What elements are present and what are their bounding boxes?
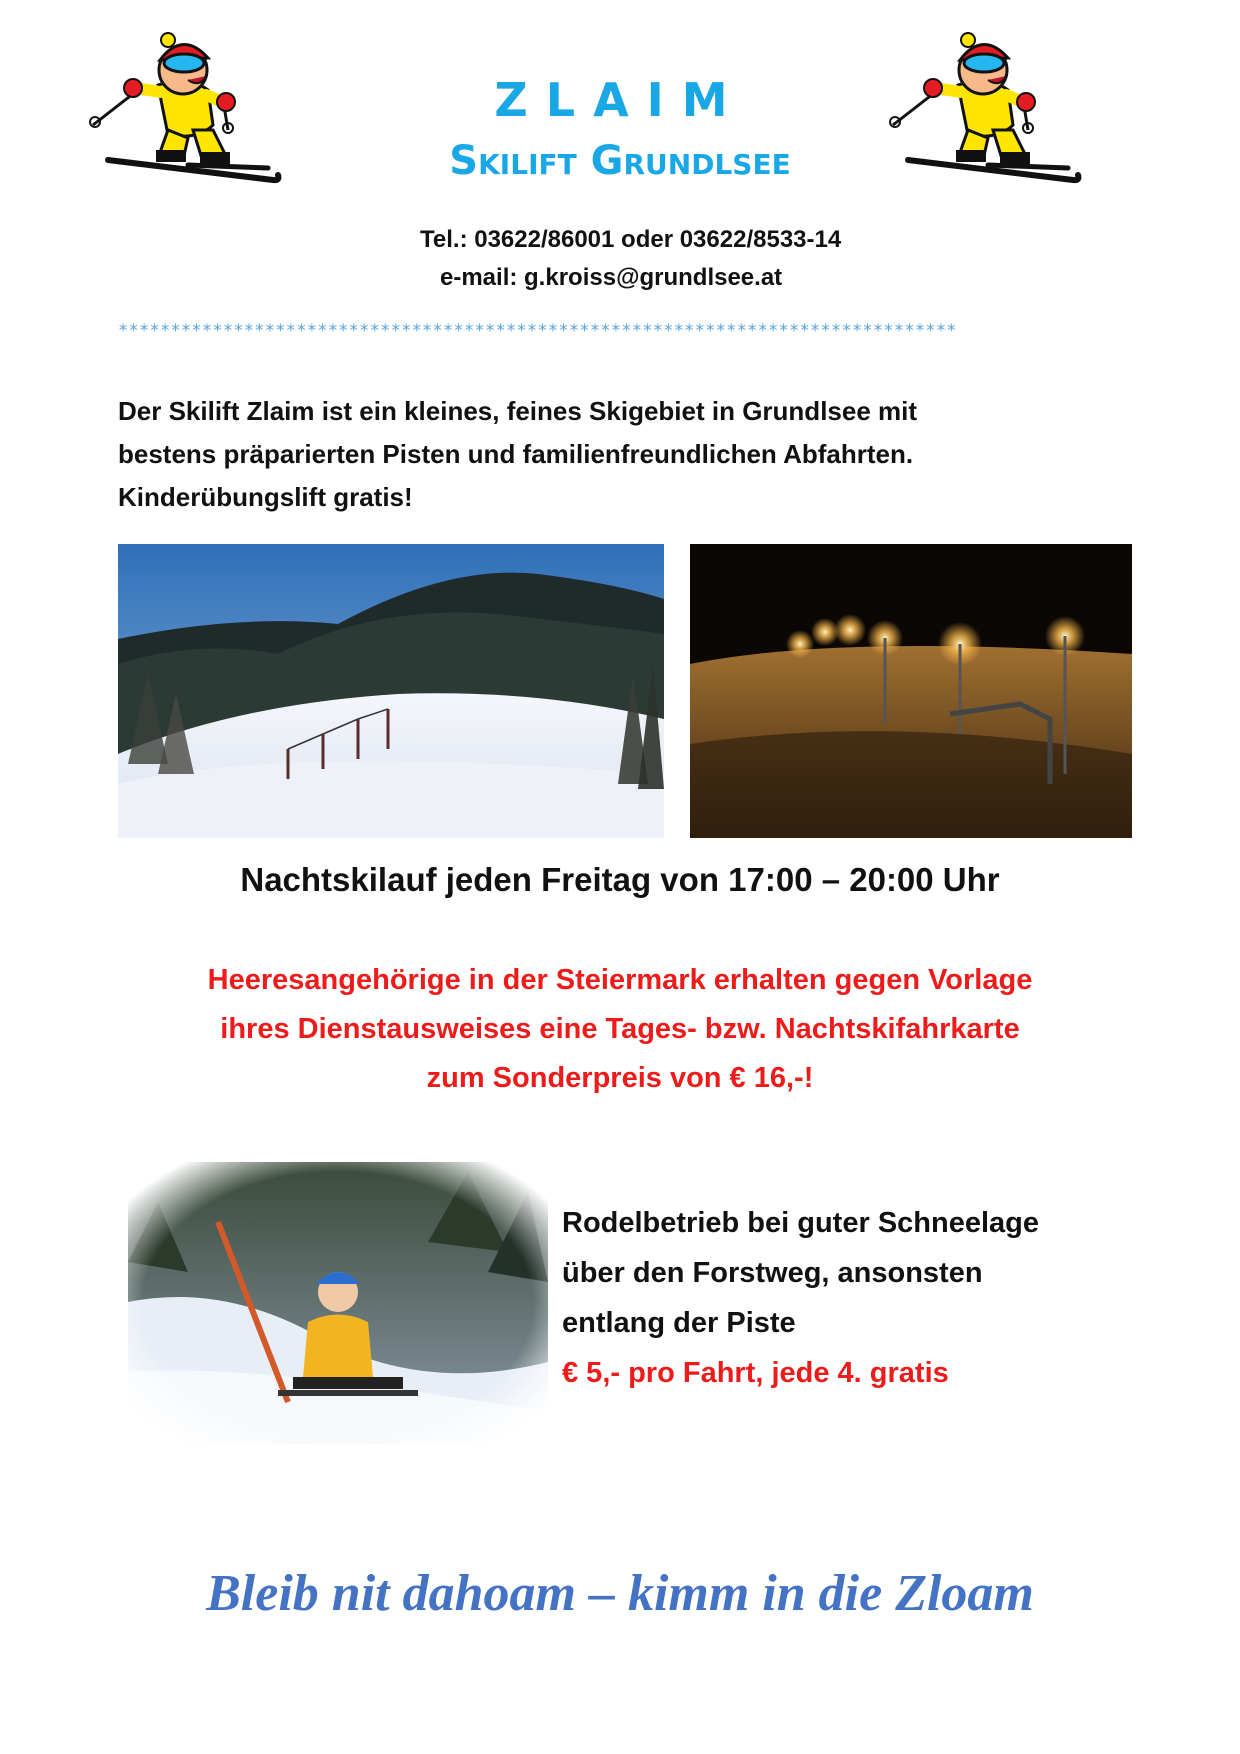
- sledding-info: [562, 1198, 1162, 1398]
- asterisk-divider: ********************************************************************************: [118, 321, 957, 341]
- intro-line: bestens präparierten Pisten und familienfreundlichen Abfahrten.: [118, 439, 914, 469]
- title-zlaim: ZLAIM: [494, 73, 746, 127]
- ski-slope-day-photo: [118, 544, 664, 838]
- sledding-info-line: über den Forstweg, ansonsten: [562, 1257, 983, 1289]
- contact-phone: Tel.: 03622/86001 oder 03622/8533-14: [420, 226, 842, 253]
- military-offer: [0, 956, 1240, 1103]
- intro-line: Der Skilift Zlaim ist ein kleines, feines Skigebiet in Grundlsee mit: [118, 396, 918, 426]
- intro-paragraph: [118, 390, 1128, 519]
- sledding-info-line: Rodelbetrieb bei guter Schneelage: [562, 1207, 1039, 1239]
- sledding-info-line: entlang der Piste: [562, 1307, 796, 1339]
- intro-line: Kinderübungslift gratis!: [118, 482, 413, 512]
- military-offer-line: Heeresangehörige in der Steiermark erhalten gegen Vorlage: [207, 964, 1033, 996]
- ski-slope-night-photo: [690, 544, 1132, 838]
- contact-email: e-mail: g.kroiss@grundlsee.at: [440, 264, 783, 291]
- slogan: Bleib nit dahoam – kimm in die Zloam: [206, 1565, 1034, 1622]
- title-skilift-grundlsee: Skilift Grundlsee: [449, 138, 791, 184]
- sledding-price: € 5,- pro Fahrt, jede 4. gratis: [562, 1357, 949, 1389]
- military-offer-line: zum Sonderpreis von € 16,-!: [426, 1062, 814, 1094]
- sledding-child-photo: [128, 1162, 548, 1444]
- military-offer-line: ihres Dienstausweises eine Tages- bzw. Nachtskifahrkarte: [220, 1013, 1020, 1045]
- night-skiing-info: Nachtskilauf jeden Freitag von 17:00 – 20:00 Uhr: [240, 861, 1000, 898]
